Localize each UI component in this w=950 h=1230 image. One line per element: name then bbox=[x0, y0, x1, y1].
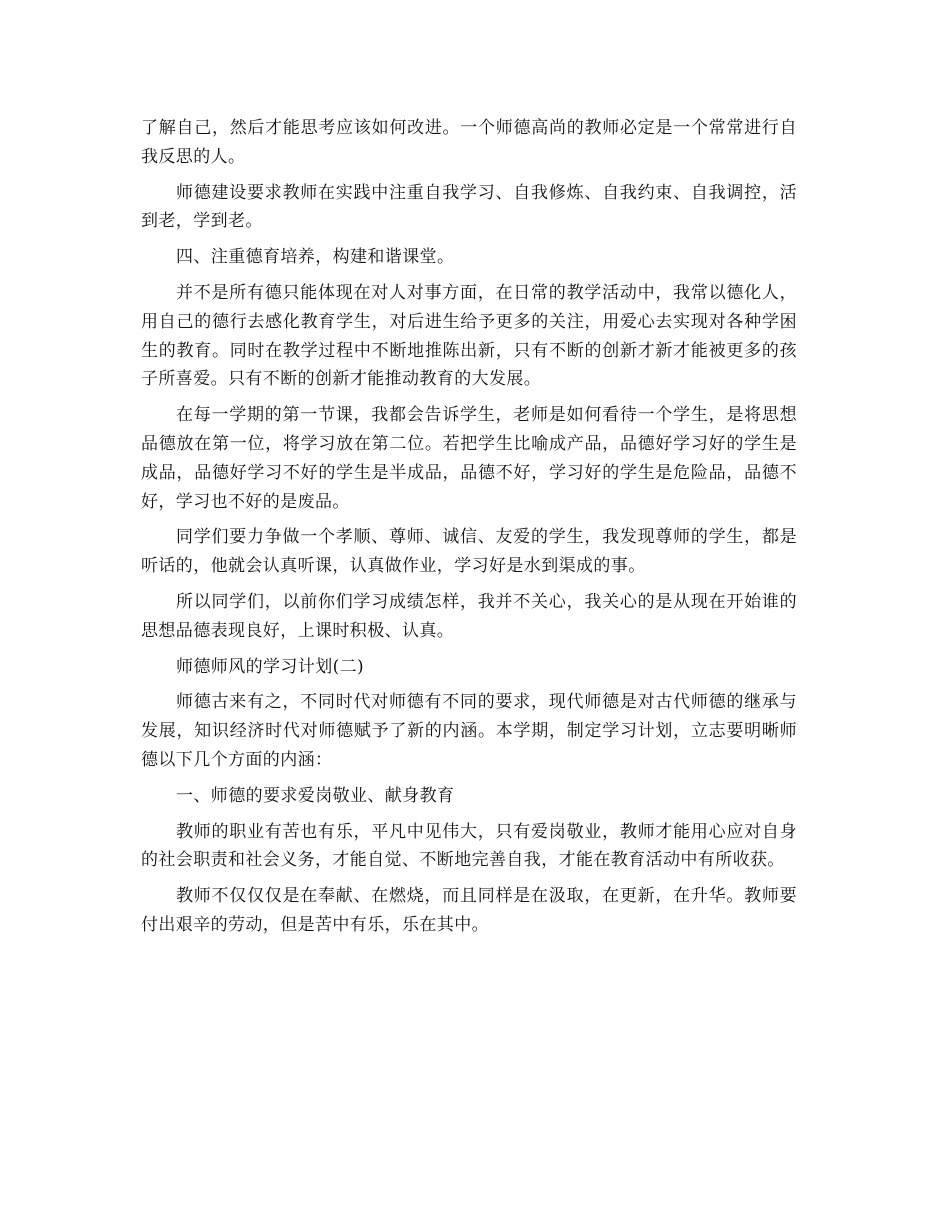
paragraph-7: 师德古来有之，不同时代对师德有不同的要求，现代师德是对古代师德的继承与发展，知识经济时代对师德赋予了新的内涵。本学期，制定学习计划，立志要明晰师德以下几个方面的内涵： bbox=[141, 692, 797, 770]
paragraph-4: 在每一学期的第一节课，我都会告诉学生，老师是如何看待一个学生，是将思想品德放在第一位，将学习放在第二位。若把学生比喻成产品，品德好学习好的学生是成品，品德好学习不好的学生是半成品，品德不好，学习好的学生是危险品，品德不好，学习也不好的是废品。 bbox=[141, 405, 797, 512]
paragraph-6: 所以同学们，以前你们学习成绩怎样，我并不关心，我关心的是从现在开始谁的思想品德表现良好，上课时积极、认真。 bbox=[141, 591, 797, 641]
paragraph-8: 教师的职业有苦也有乐，平凡中见伟大，只有爱岗敬业，教师才能用心应对自身的社会职责和社会义务，才能自觉、不断地完善自我，才能在教育活动中有所收获。 bbox=[141, 821, 797, 871]
paragraph-3: 并不是所有德只能体现在对人对事方面，在日常的教学活动中，我常以德化人，用自己的德行去感化教育学生，对后进生给予更多的关注，用爱心去实现对各种学困生的教育。同时在教学过程中不断地推陈出新，只有不断的创新才新才能被更多的孩子所喜爱。只有不断的创新才能推动教育的大发展。 bbox=[141, 282, 797, 390]
paragraph-9: 教师不仅仅仅是在奉献、在燃烧，而且同样是在汲取，在更新，在升华。教师要付出艰辛的劳动，但是苦中有乐，乐在其中。 bbox=[141, 886, 797, 935]
section-heading-4: 四、注重德育培养，构建和谐课堂。 bbox=[176, 247, 455, 268]
section-heading-1: 一、师德的要求爱岗敬业、献身教育 bbox=[176, 785, 455, 806]
document-page bbox=[141, 114, 797, 947]
paragraph-5: 同学们要力争做一个孝顺、尊师、诚信、友爱的学生，我发现尊师的学生，都是听话的，他就会认真听课，认真做作业，学习好是水到渠成的事。 bbox=[141, 527, 797, 577]
paragraph-2: 师德建设要求教师在实践中注重自我学习、自我修炼、自我约束、自我调控，活到老，学到老。 bbox=[141, 182, 797, 232]
paragraph-1: 了解自己，然后才能思考应该如何改进。一个师德高尚的教师必定是一个常常进行自我反思的人。 bbox=[141, 118, 797, 167]
section-title-plan-2: 师德师风的学习计划(二) bbox=[176, 656, 365, 677]
